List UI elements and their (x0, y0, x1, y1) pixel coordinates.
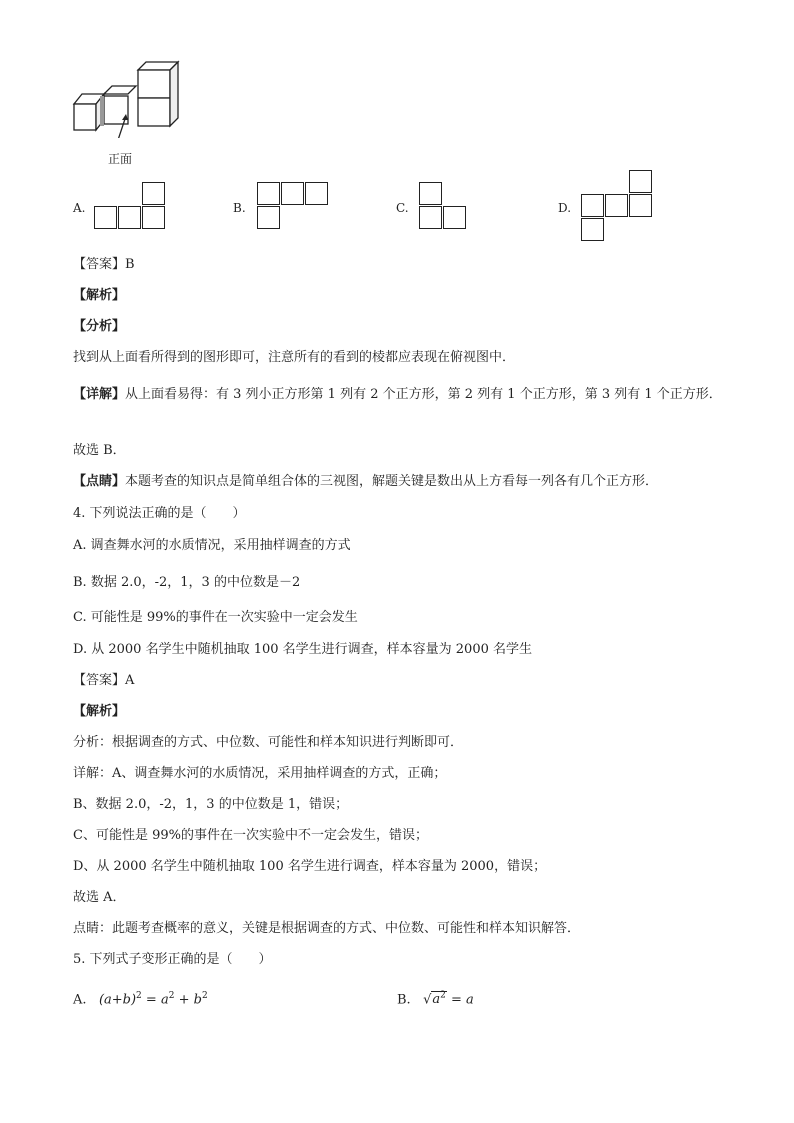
q4-line-2: 详解：A、调查舞水河的水质情况，采用抽样调查的方式，正确； (73, 766, 447, 781)
q5-option-a-plus: + b (178, 992, 202, 1008)
q5-option-a-label: A. (73, 992, 87, 1008)
q5-option-b (397, 987, 474, 1009)
q5-option-a-exp1: 2 (136, 991, 142, 1001)
q3-answer: 【答案】B (73, 257, 135, 272)
q5-option-a-exp3: 2 (201, 991, 208, 1001)
q5-option-a-rhs: = a (145, 992, 169, 1008)
q4-option-a: A. 调查舞水河的水质情况，采用抽样调查的方式 (73, 538, 351, 553)
q3-jiexi: 【解析】 (73, 288, 126, 303)
q4-jiexi: 【解析】 (73, 704, 126, 719)
option-d-label: D. (558, 201, 572, 215)
cube-figure (66, 58, 186, 138)
q4-option-b: B. 数据 2.0，-2，1，3 的中位数是－2 (73, 575, 301, 590)
q4-line-4: C、可能性是 99%的事件在一次实验中不一定会发生，错误； (73, 828, 428, 843)
q3-fenxi: 找到从上面看所得到的图形即可，注意所有的看到的棱都应表现在俯视图中． (73, 350, 516, 365)
q4-stem: 4. 下列说法正确的是（ ） (73, 506, 246, 521)
q4-line-3: B、数据 2.0，-2，1，3 的中位数是 1，错误； (73, 797, 349, 812)
sqrt-symbol: √ (423, 992, 432, 1008)
q5-option-b-radicand (431, 991, 447, 1007)
q3-xiangjie-tag: 【详解】 (73, 387, 126, 402)
option-a-label: A. (73, 201, 86, 215)
q3-dianjing-tag: 【点睛】 (73, 474, 126, 489)
q4-line-6: 故选 A． (73, 890, 126, 905)
q3-xiangjie (73, 380, 753, 410)
q3-dianjing-text: 本题考查的知识点是简单组合体的三视图，解题关键是数出从上方看每一列各有几个正方形． (125, 474, 659, 489)
q5-option-b-var: a (432, 992, 441, 1008)
q4-line-1: 分析：根据调查的方式、中位数、可能性和样本知识进行判断即可． (73, 735, 464, 750)
q3-fenxi-head: 【分析】 (73, 319, 126, 334)
q4-option-c: C. 可能性是 99%的事件在一次实验中一定会发生 (73, 610, 358, 625)
option-b-label: B. (233, 201, 246, 215)
front-label: 正面 (108, 152, 133, 166)
q5-option-b-rhs: = a (451, 992, 474, 1008)
q3-guxuan: 故选 B． (73, 443, 126, 458)
q5-option-b-exp: 2 (440, 991, 446, 1001)
option-c-label: C. (396, 201, 409, 215)
q3-dianjing (73, 473, 658, 491)
q4-answer: 【答案】A (73, 673, 135, 688)
q4-line-7: 点睛：此题考查概率的意义，关键是根据调查的方式、中位数、可能性和样本知识解答． (73, 921, 581, 936)
q4-line-5: D、从 2000 名学生中随机抽取 100 名学生进行调查，样本容量为 2000，错误； (73, 859, 547, 874)
q3-xiangjie-text: 从上面看易得：有 3 列小正方形第 1 列有 2 个正方形，第 2 列有 1 个正方形，第 3 列有 1 个正方形． (125, 387, 722, 402)
q5-option-b-label: B. (397, 992, 411, 1008)
q5-option-a-expr: (a+b) (98, 992, 137, 1008)
q5-stem: 5. 下列式子变形正确的是（ ） (73, 952, 272, 967)
q5-option-a (73, 987, 208, 1009)
q5-option-a-exp2: 2 (168, 991, 175, 1001)
q4-option-d: D. 从 2000 名学生中随机抽取 100 名学生进行调查，样本容量为 2000 名学生 (73, 642, 532, 657)
